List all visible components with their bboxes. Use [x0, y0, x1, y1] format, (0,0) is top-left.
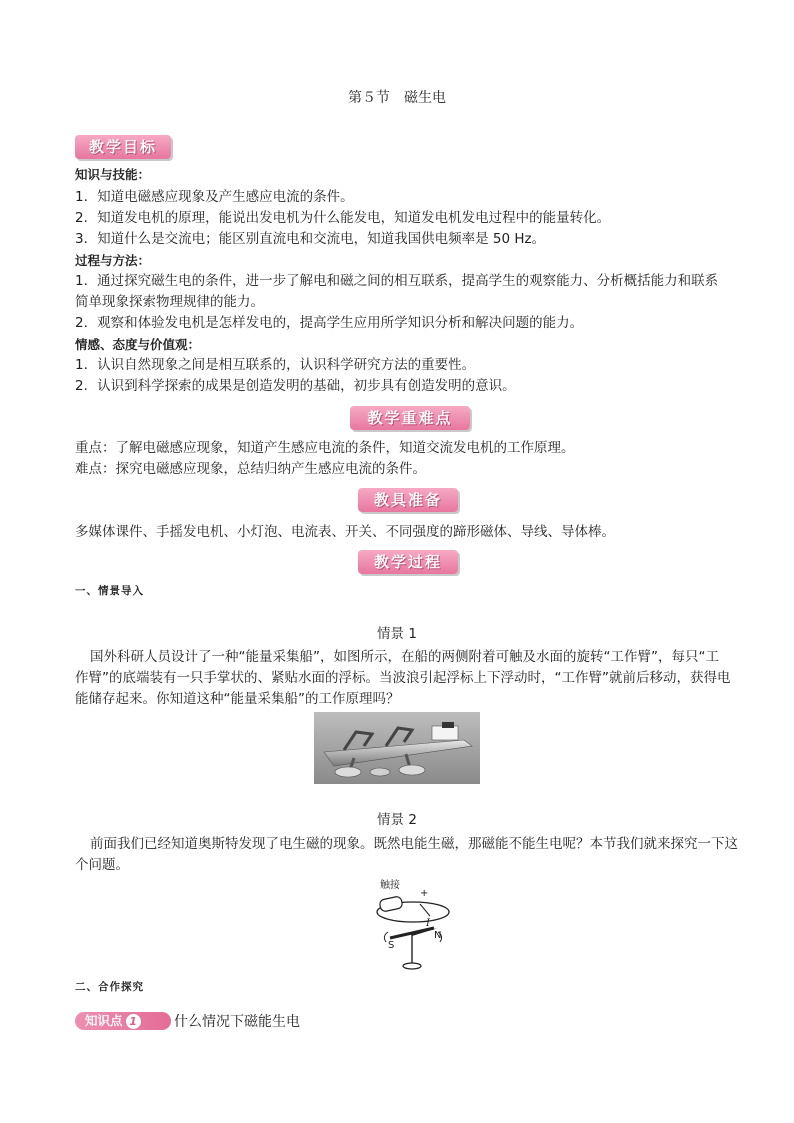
part-one-heading: 一、情景导入: [75, 585, 144, 597]
kp-number: 1: [126, 1014, 141, 1029]
kp-label: 知识点: [85, 1013, 123, 1028]
process-heading: 过程与方法：: [75, 253, 151, 268]
energy-ship-image: [314, 712, 480, 784]
scene2-line: 个问题。: [75, 857, 129, 873]
scene1-line: 国外科研人员设计了一种“能量采集船”，如图所示，在船的两侧附着可触及水面的旋转“工作臂”，每只“工: [90, 649, 719, 665]
knowledge-item: 3．知道什么是交流电；能区别直流电和交流电，知道我国供电频率是 50 Hz。: [75, 231, 546, 247]
scene1-line: 作臂”的底端装有一只手掌状的、紧贴水面的浮标。当波浪引起浮标上下浮动时，“工作臂”就前后移动，获得电: [75, 670, 731, 686]
oersted-diagram: [368, 876, 458, 974]
scene1-line: 能储存起来。你知道这种“能量采集船”的工作原理吗？: [75, 691, 400, 707]
difficult-point: 难点：探究电磁感应现象，总结归纳产生感应电流的条件。: [75, 461, 426, 477]
process-item: 1．通过探究磁生电的条件，进一步了解电和磁之间的相互联系，提高学生的观察能力、分析概括能力和联系: [75, 273, 719, 289]
knowledge-point-badge: [75, 1012, 171, 1030]
north-pole-label: N: [434, 930, 442, 941]
key-point: 重点：了解电磁感应现象，知道产生感应电流的条件，知道交流发电机的工作原理。: [75, 440, 575, 456]
part-two-heading: 二、合作探究: [75, 981, 144, 993]
knowledge-heading: 知识与技能：: [75, 167, 151, 182]
plus-label: +: [420, 888, 429, 899]
attitude-item: 1．认识自然现象之间是相互联系的，认识科学研究方法的重要性。: [75, 357, 476, 373]
scene2-line: 前面我们已经知道奥斯特发现了电生磁的现象。既然电能生磁，那磁能不能生电呢？本节我们就来探究一下这: [90, 836, 738, 852]
touch-label: 触接: [380, 880, 400, 891]
south-pole-label: S: [388, 940, 395, 951]
section-badge-goals: 教学目标: [75, 135, 171, 159]
attitude-item: 2．认识到科学探索的成果是创造发明的基础，初步具有创造发明的意识。: [75, 378, 516, 394]
page-title: 第５节 磁生电: [348, 90, 446, 106]
process-item: 2．观察和体验发电机是怎样发电的，提高学生应用所学知识分析和解决问题的能力。: [75, 315, 584, 331]
current-label: I: [426, 918, 430, 929]
knowledge-item: 1．知道电磁感应现象及产生感应电流的条件。: [75, 189, 354, 205]
section-badge-process: 教学过程: [358, 550, 458, 574]
tools-text: 多媒体课件、手摇发电机、小灯泡、电流表、开关、不同强度的蹄形磁体、导线、导体棒。: [75, 524, 615, 540]
process-item: 简单现象探索物理规律的能力。: [75, 294, 264, 310]
section-badge-tools: 教具准备: [358, 488, 458, 512]
scene1-title: 情景 1: [377, 626, 417, 642]
knowledge-item: 2．知道发电机的原理，能说出发电机为什么能发电，知道发电机发电过程中的能量转化。: [75, 210, 611, 226]
section-badge-keypoints: 教学重难点: [350, 406, 470, 430]
kp-text: 什么情况下磁能生电: [174, 1014, 300, 1030]
scene2-title: 情景 2: [377, 812, 417, 828]
attitude-heading: 情感、态度与价值观：: [75, 337, 201, 352]
